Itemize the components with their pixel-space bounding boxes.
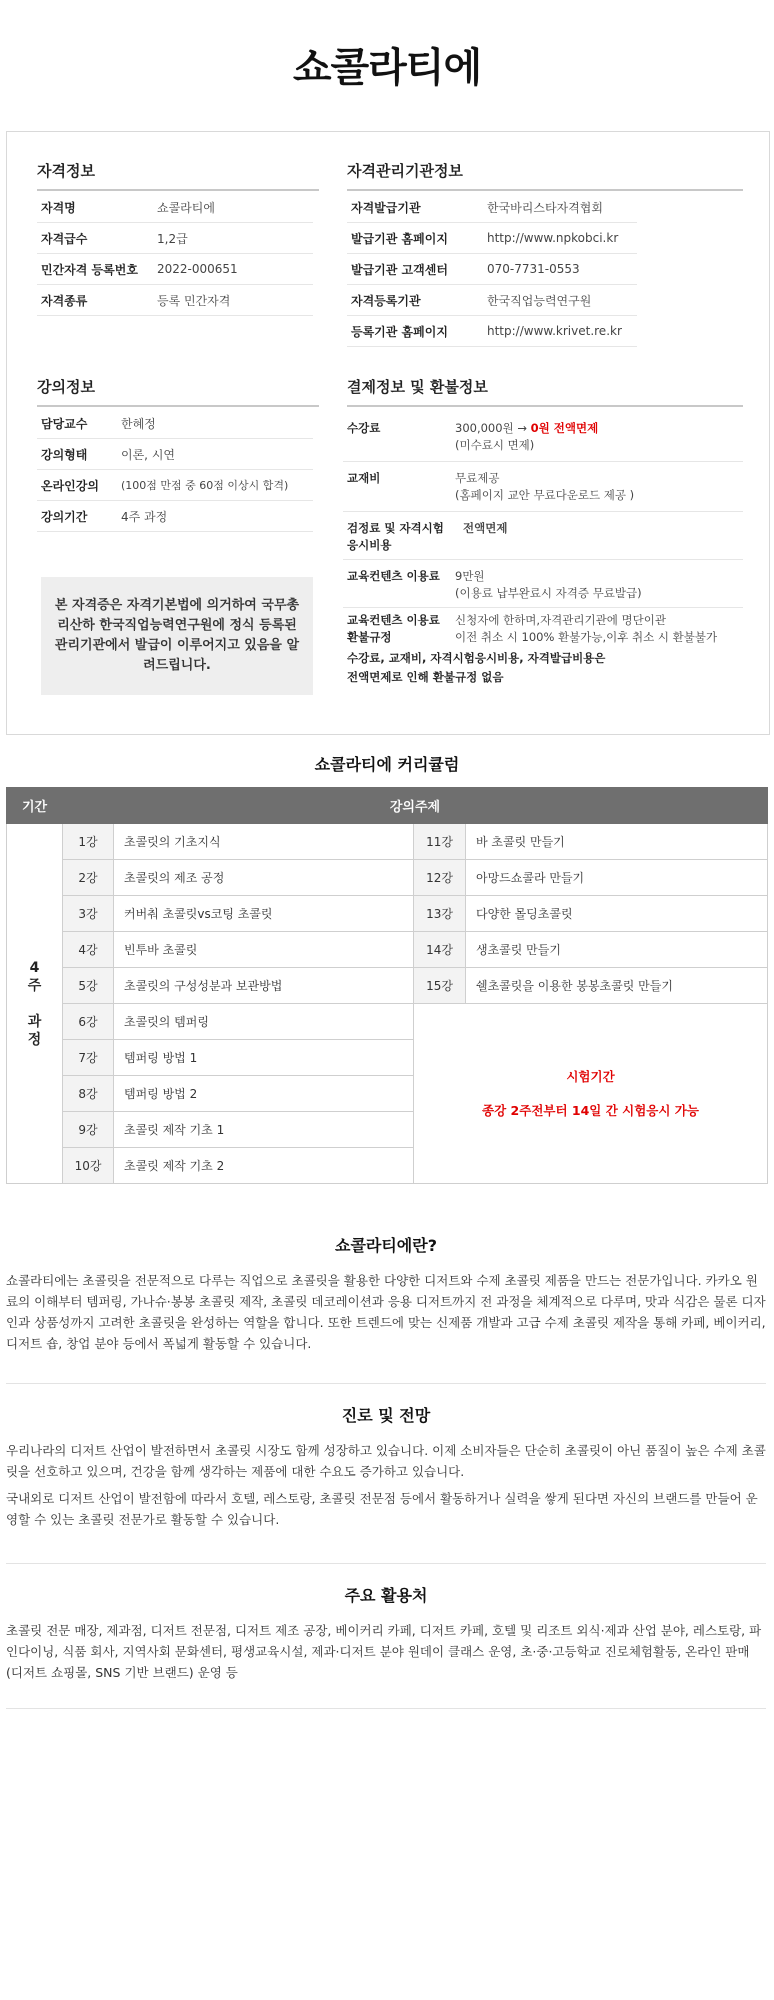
table-row [7,932,768,968]
usage-section [6,1583,766,1689]
period-text: 정 [27,1031,42,1048]
material-value: 무료제공 [455,471,500,485]
tuition-waived: 0원 전액면제 [530,421,599,435]
lecture-value: 한혜정 [121,416,156,431]
lesson-number: 11강 [414,824,466,860]
refund-row [343,608,743,648]
org-info-heading: 자격관리기관정보 [347,160,743,191]
lesson-number: 12강 [414,860,466,896]
payment-info-heading: 결제정보 및 환불정보 [347,376,743,407]
table-row [7,896,768,932]
exam-fee-value: 전액면제 [463,521,508,535]
about-heading: 쇼콜라티에란? [334,1236,438,1255]
material-note: (홈페이지 교안 무료다운로드 제공 ) [455,488,635,502]
content-fee-key: 교육컨텐츠 이용료 [347,569,440,583]
lesson-number: 5강 [63,968,114,1004]
page-title: 쇼콜라티에 [292,45,482,91]
career-heading: 진로 및 전망 [341,1406,431,1425]
lesson-number: 10강 [63,1148,114,1184]
lesson-title: 초콜릿 제작 기초 2 [114,1148,414,1184]
lesson-title: 생초콜릿 만들기 [466,932,768,968]
lesson-number: 13강 [414,896,466,932]
lesson-title: 초콜릿의 구성성분과 보관방법 [114,968,414,1004]
exam-fee-key-line1: 검정료 및 자격시험 [347,521,444,535]
period-text: 과 [27,1013,42,1030]
cert-value: 등록 민간자격 [157,293,231,308]
lesson-number: 4강 [63,932,114,968]
lesson-title: 빈투바 초콜릿 [114,932,414,968]
cert-row [37,223,313,254]
exam-period-cell [414,1004,768,1184]
exam-period-title: 시험기간 [566,1068,615,1084]
lecture-info-heading: 강의정보 [37,376,319,407]
tuition-original: 300,000원 → [455,421,531,435]
lesson-title: 쉘초콜릿을 이용한 봉봉초콜릿 만들기 [466,968,768,1004]
lesson-number: 6강 [63,1004,114,1040]
org-row [347,192,637,223]
lesson-number: 15강 [414,968,466,1004]
refund-value-line2: 이전 취소 시 100% 환불가능,이후 취소 시 환불불가 [455,630,718,644]
table-row [7,1004,768,1040]
lesson-title: 초콜릿의 템퍼링 [114,1004,414,1040]
material-key: 교재비 [347,471,381,485]
cert-row [37,285,313,316]
table-row [7,824,768,860]
refund-footnote-line2: 전액면제로 인해 환불규정 없음 [347,670,504,684]
table-row [7,860,768,896]
exam-period-desc: 종강 2주전부터 14일 간 시험응시 가능 [482,1102,699,1118]
divider [6,1563,766,1564]
registry-homepage-link[interactable]: http://www.krivet.re.kr [487,324,622,338]
cert-row [37,254,313,285]
lecture-value: 이론, 시연 [121,447,175,462]
lesson-number: 14강 [414,932,466,968]
col-topic: 강의주제 [63,788,768,824]
tuition-row [343,412,743,462]
refund-footnote [347,649,605,687]
exam-fee-row [343,512,743,560]
lecture-row [37,439,313,470]
tuition-note: (미수료시 면제) [455,438,535,452]
cert-info-heading: 자격정보 [37,160,319,191]
lesson-number: 1강 [63,824,114,860]
lecture-value: (100점 만점 중 60점 이상시 합격) [121,479,289,492]
cert-key: 자격종류 [41,293,88,308]
curriculum-header-row [7,788,768,824]
about-section [6,1233,766,1360]
refund-value-line1: 신청자에 한하며,자격관리기관에 명단이관 [455,613,666,627]
period-cell [7,824,63,1184]
cert-row [37,192,313,223]
lesson-number: 2강 [63,860,114,896]
lesson-title: 초콜릿의 제조 공정 [114,860,414,896]
career-paragraph-2: 국내외로 디저트 산업이 발전함에 따라서 호텔, 레스토랑, 초콜릿 전문점 등에서 활동하거나 실력을 쌓게 된다면 자신의 브랜드를 만들어 운영할 수 있는 초콜릿 전문가로 활동할 수 있습니다. [6,1491,758,1527]
lesson-title: 커버춰 초콜릿vs코팅 초콜릿 [114,896,414,932]
curriculum-table [6,787,768,1184]
lesson-number: 8강 [63,1076,114,1112]
lecture-row [37,470,313,501]
usage-heading: 주요 활용처 [344,1586,428,1605]
lesson-number: 9강 [63,1112,114,1148]
org-row [347,316,637,347]
lecture-key: 강의형태 [41,447,88,462]
period-text: 4 [29,959,40,976]
divider [6,1708,766,1709]
lesson-title: 바 초콜릿 만들기 [466,824,768,860]
org-homepage-link[interactable]: http://www.npkobci.kr [487,231,619,245]
lesson-title: 초콜릿 제작 기초 1 [114,1112,414,1148]
org-key: 등록기관 홈페이지 [351,324,448,339]
refund-key-line1: 교육컨텐츠 이용료 [347,613,440,627]
tuition-value [455,420,598,437]
lecture-value: 4주 과정 [121,509,168,524]
col-period: 기간 [7,788,63,824]
exam-fee-key-line2: 응시비용 [347,538,392,552]
lesson-title: 템퍼링 방법 2 [114,1076,414,1112]
cert-value: 쇼콜라티에 [157,200,215,215]
content-fee-note: (이용료 납부완료시 자격증 무료발급) [455,586,642,600]
cert-value: 2022-000651 [157,262,238,276]
career-section [6,1403,766,1536]
usage-body: 초콜릿 전문 매장, 제과점, 디저트 전문점, 디저트 제조 공장, 베이커리 카페, 디저트 카페, 호텔 및 리조트 외식·제과 산업 분야, 레스토랑, 파인다이닝, 식품 회사, 지역사회 문화센터, 평생교육시설, 제과·디저트 분야 원데이 클래스 운영, 초·중·고등학교 진로체험활동, 온라인 판매(디저트 쇼핑몰, SNS 기반 브랜드) 운영 등 [6,1623,762,1680]
lesson-title: 초콜릿의 기초지식 [114,824,414,860]
tuition-key: 수강료 [347,421,381,435]
lesson-title: 다양한 몰딩초콜릿 [466,896,768,932]
lesson-number: 7강 [63,1040,114,1076]
period-text: 주 [27,977,42,994]
curriculum-title: 쇼콜라티에 커리큘럼 [314,755,460,774]
lecture-row [37,501,313,532]
refund-footnote-line1: 수강료, 교재비, 자격시험응시비용, 자격발급비용은 [347,651,606,665]
lesson-number: 3강 [63,896,114,932]
refund-key-line2: 환불규정 [347,630,392,644]
org-key: 발급기관 홈페이지 [351,231,448,246]
lesson-title: 템퍼링 방법 1 [114,1040,414,1076]
career-paragraph-1: 우리나라의 디저트 산업이 발전하면서 초콜릿 시장도 함께 성장하고 있습니다. 이제 소비자들은 단순히 초콜릿이 아닌 품질이 높은 수제 초콜릿을 선호하고 있으며, 건강을 함께 생각하는 제품에 대한 수요도 증가하고 있습니다. [6,1443,766,1479]
lecture-key: 강의기간 [41,509,88,524]
content-fee-value: 9만원 [455,569,485,583]
org-key: 발급기관 고객센터 [351,262,448,277]
cert-key: 민간자격 등록번호 [41,262,138,277]
org-value: 한국직업능력연구원 [487,293,592,308]
org-value: 070-7731-0553 [487,262,580,276]
cert-value: 1,2급 [157,231,188,246]
org-row [347,223,637,254]
cert-key: 자격명 [41,200,76,215]
cert-key: 자격급수 [41,231,88,246]
org-key: 자격발급기관 [351,200,421,215]
org-key: 자격등록기관 [351,293,421,308]
table-row [7,968,768,1004]
content-fee-row [343,560,743,608]
certification-notice: 본 자격증은 자격기본법에 의거하여 국무총리산하 한국직업능력연구원에 정식 등록된 관리기관에서 발급이 이루어지고 있음을 알려드립니다. [41,577,313,695]
org-row [347,285,637,316]
lecture-key: 담당교수 [41,416,88,431]
material-row [343,462,743,512]
org-value: 한국바리스타자격협회 [487,200,603,215]
org-row [347,254,637,285]
lesson-title: 아망드쇼콜라 만들기 [466,860,768,896]
lecture-row [37,408,313,439]
divider [6,1383,766,1384]
info-box [6,131,770,735]
lecture-key: 온라인강의 [41,478,99,493]
about-body: 쇼콜라티에는 초콜릿을 전문적으로 다루는 직업으로 초콜릿을 활용한 다양한 디저트와 수제 초콜릿 제품을 만드는 전문가입니다. 카카오 원료의 이해부터 템퍼링, 가나슈·봉봉 초콜릿 제작, 초콜릿 데코레이션과 응용 디저트까지 전 과정을 체계적으로 다루며, 맛과 식감은 물론 디자인과 상품성까지 고려한 초콜릿을 완성하는 역할을 합니다. 또한 트렌드에 맞는 신제품 개발과 고급 수제 초콜릿 제작을 통해 카페, 베이커리, 디저트 숍, 창업 분야 등에서 폭넓게 활동할 수 있습니다. [6,1273,766,1351]
